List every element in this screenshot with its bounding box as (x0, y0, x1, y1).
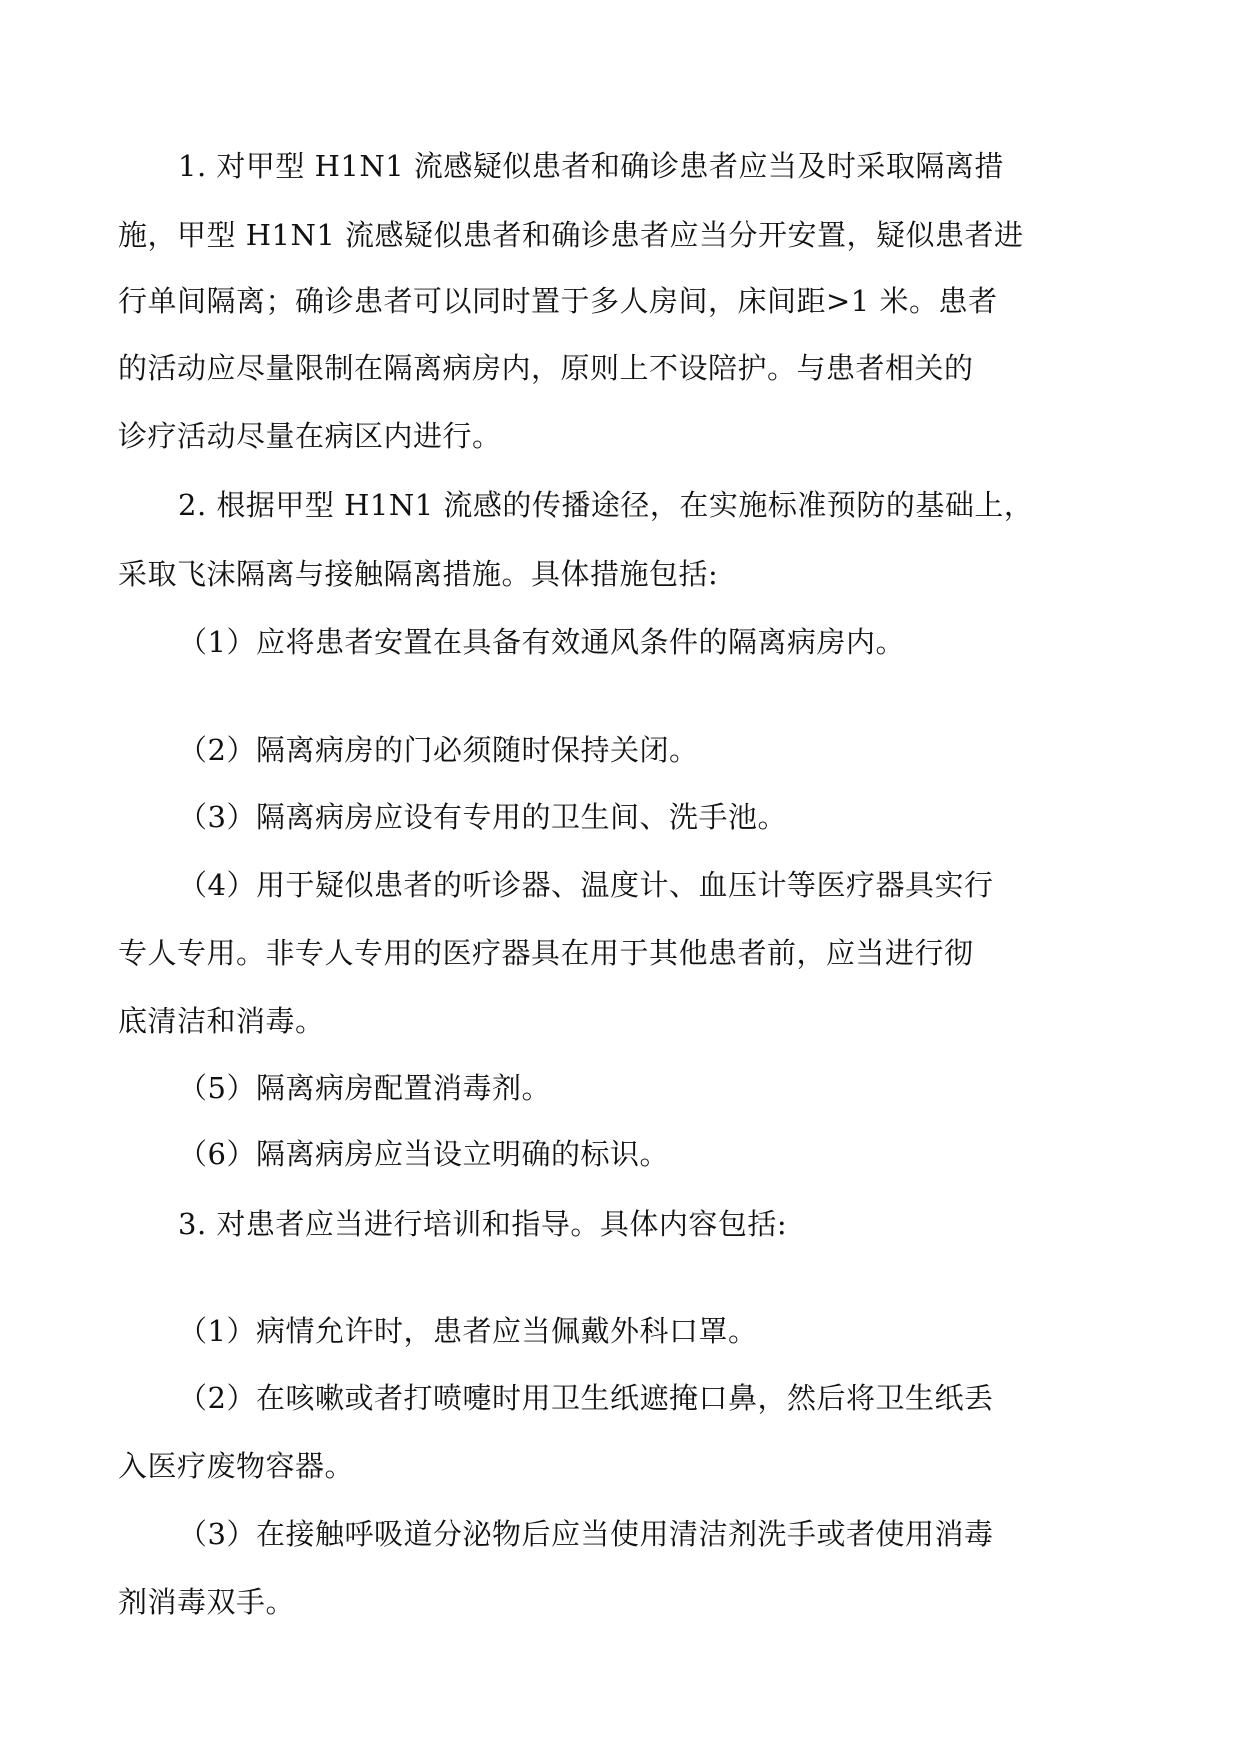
text-line: （3）在接触呼吸道分泌物后应当使用清洁剂洗手或者使用消毒 (178, 1517, 994, 1551)
text-line: 底清洁和消毒。 (118, 1004, 325, 1038)
text-line: （1）应将患者安置在具备有效通风条件的隔离病房内。 (178, 625, 905, 659)
text-line: 行单间隔离；确诊患者可以同时置于多人房间，床间距>1 米。患者 (118, 284, 998, 318)
text-line: 入医疗废物容器。 (118, 1449, 355, 1483)
text-line: （2）隔离病房的门必须随时保持关闭。 (178, 733, 699, 767)
text-line: （5）隔离病房配置消毒剂。 (178, 1071, 551, 1105)
text-line: （6）隔离病房应当设立明确的标识。 (178, 1137, 669, 1171)
text-line: 专人专用。非专人专用的医疗器具在用于其他患者前，应当进行彻 (118, 936, 974, 970)
text-line: 2. 根据甲型 H1N1 流感的传播途径，在实施标准预防的基础上， (178, 488, 1034, 522)
text-line: 施，甲型 H1N1 流感疑似患者和确诊患者应当分开安置，疑似患者进 (118, 218, 1024, 252)
text-line: 3. 对患者应当进行培训和指导。具体内容包括: (178, 1207, 788, 1241)
text-line: （3）隔离病房应设有专用的卫生间、洗手池。 (178, 800, 787, 834)
text-line: （4）用于疑似患者的听诊器、温度计、血压计等医疗器具实行 (178, 868, 994, 902)
text-line: （1）病情允许时，患者应当佩戴外科口罩。 (178, 1314, 758, 1348)
text-line: （2）在咳嗽或者打喷嚏时用卫生纸遮掩口鼻，然后将卫生纸丢 (178, 1381, 994, 1415)
text-line: 1. 对甲型 H1N1 流感疑似患者和确诊患者应当及时采取隔离措 (178, 149, 1004, 183)
text-line: 采取飞沫隔离与接触隔离措施。具体措施包括: (118, 557, 719, 591)
text-line: 诊疗活动尽量在病区内进行。 (118, 419, 502, 453)
text-line: 剂消毒双手。 (118, 1585, 296, 1619)
text-line: 的活动应尽量限制在隔离病房内，原则上不设陪护。与患者相关的 (118, 351, 974, 385)
